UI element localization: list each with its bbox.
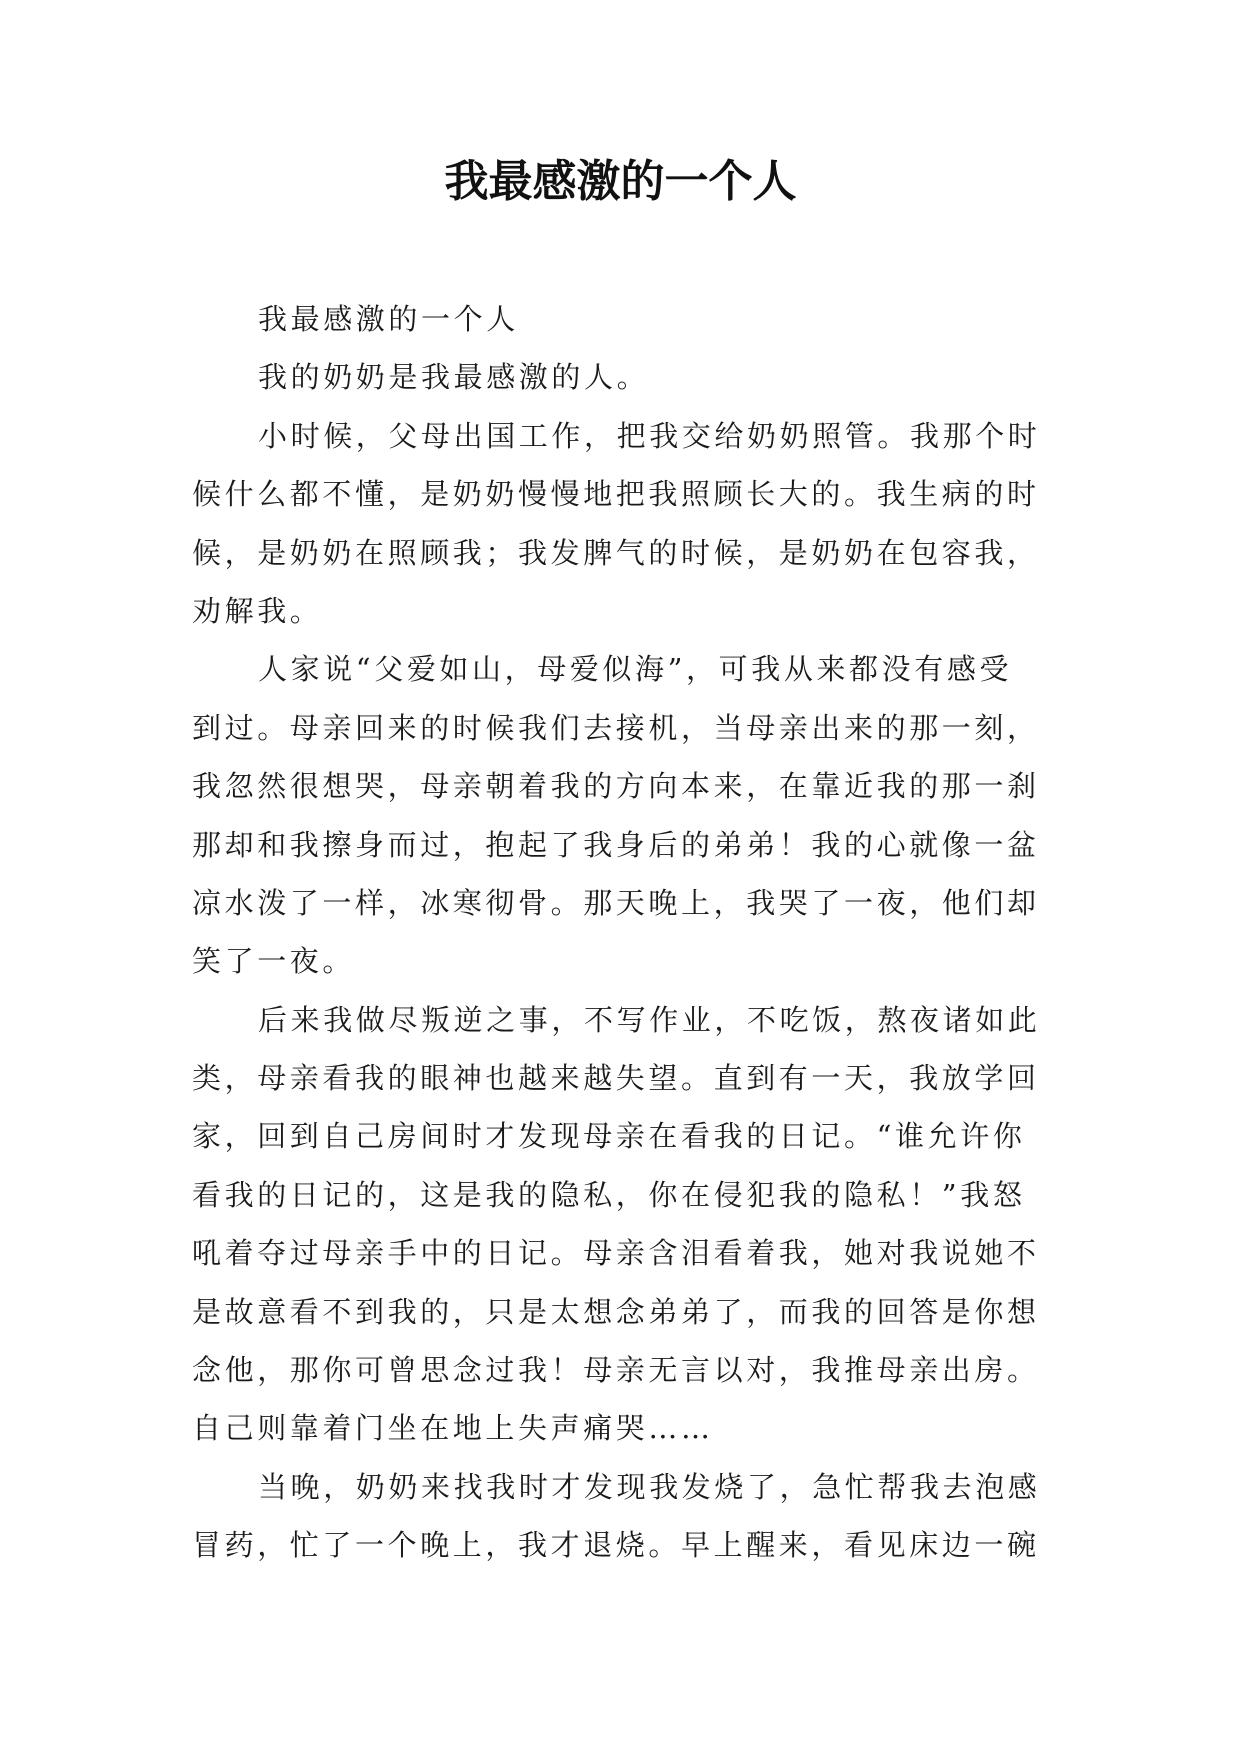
text-line: 吼着夺过母亲手中的日记。母亲含泪看着我，她对我说她不: [192, 1236, 1040, 1271]
text-line: 我最感激的一个人: [258, 302, 519, 336]
text-line: 我的奶奶是我最感激的人。: [258, 360, 650, 395]
document-body: [192, 290, 1064, 1575]
text-line: 候什么都不懂，是奶奶慢慢地把我照顾长大的。我生病的时: [192, 477, 1040, 512]
text-line: 念他，那你可曾思念过我！母亲无言以对，我推母亲出房。: [192, 1353, 1040, 1388]
paragraph-heading: [192, 290, 1064, 348]
text-line: 类，母亲看我的眼神也越来越失望。直到有一天，我放学回: [192, 1061, 1040, 1096]
text-line: 家，回到自己房间时才发现母亲在看我的日记。“谁允许你: [192, 1119, 1026, 1154]
document-title: 我最感激的一个人: [444, 156, 797, 207]
paragraph-mother-return: [192, 640, 1064, 990]
text-line: 冒药，忙了一个晚上，我才退烧。早上醒来，看见床边一碗: [192, 1528, 1040, 1563]
text-line: 自己则靠着门坐在地上失声痛哭……: [192, 1411, 714, 1446]
text-line: 劝解我。: [192, 593, 323, 628]
paragraph-intro: [192, 348, 1064, 406]
text-line: 凉水泼了一样，冰寒彻骨。那天晚上，我哭了一夜，他们却: [192, 885, 1040, 920]
paragraph-rebellion: [192, 991, 1064, 1458]
text-line: 那却和我擦身而过，抱起了我身后的弟弟！我的心就像一盆: [192, 827, 1040, 862]
text-line: 看我的日记的，这是我的隐私，你在侵犯我的隐私！”我怒: [192, 1177, 1026, 1212]
text-line: 后来我做尽叛逆之事，不写作业，不吃饭，熬夜诸如此: [258, 1002, 1041, 1037]
paragraph-grandma-care: [192, 1458, 1064, 1575]
text-line: 是故意看不到我的，只是太想念弟弟了，而我的回答是你想: [192, 1294, 1040, 1329]
text-line: 当晚，奶奶来找我时才发现我发烧了，急忙帮我去泡感: [258, 1469, 1041, 1504]
text-line: 笑了一夜。: [192, 944, 356, 979]
paragraph-childhood: [192, 407, 1064, 641]
text-line: 我忽然很想哭，母亲朝着我的方向本来，在靠近我的那一刹: [192, 769, 1040, 804]
text-line: 人家说“父爱如山，母爱似海”，可我从来都没有感受: [258, 652, 1013, 687]
text-line: 小时候，父母出国工作，把我交给奶奶照管。我那个时: [258, 418, 1041, 453]
text-line: 到过。母亲回来的时候我们去接机，当母亲出来的那一刻，: [192, 710, 1040, 745]
text-line: 候，是奶奶在照顾我；我发脾气的时候，是奶奶在包容我，: [192, 535, 1040, 570]
